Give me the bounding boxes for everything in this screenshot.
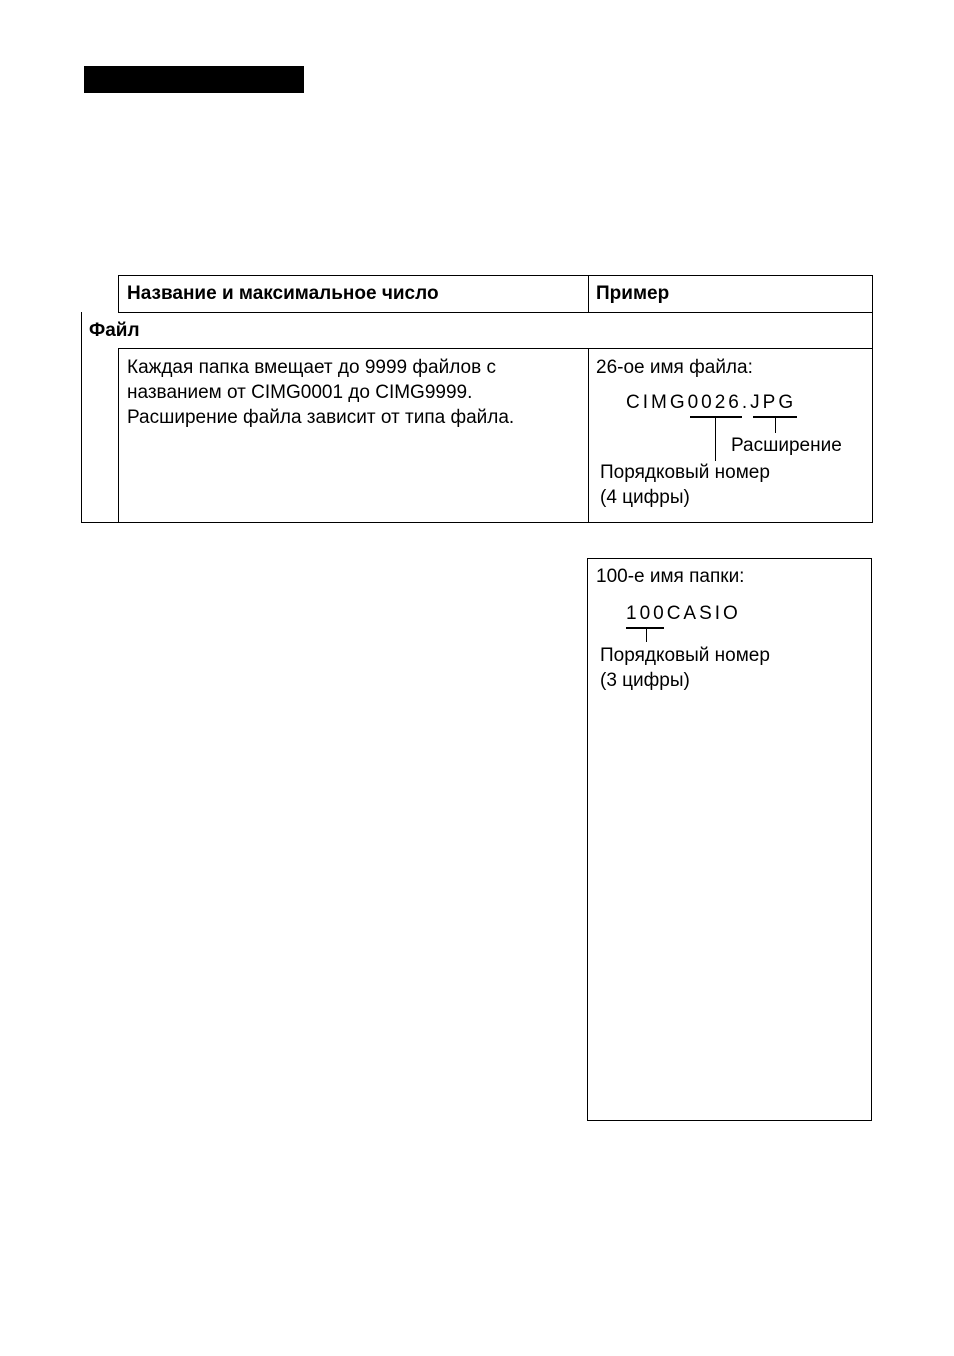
file-example-title: 26-ое имя файла: (596, 357, 753, 378)
section-label-file: Файл (89, 320, 140, 341)
file-name-example (626, 392, 796, 414)
filename-prefix: CIMG (626, 392, 688, 413)
description-line: Расширение файла зависит от типа файла. (127, 407, 515, 428)
description-line: Каждая папка вмещает до 9999 файлов с (127, 357, 496, 378)
folder-serial-bracket-stem (646, 628, 647, 642)
folder-example-title: 100-е имя папки: (596, 566, 745, 587)
folder-name-example (626, 603, 741, 625)
filename-extension: JPG (750, 392, 797, 413)
extension-bracket-stem (775, 417, 776, 433)
serial-bracket-stem (715, 417, 716, 461)
file-serial-label (600, 460, 770, 510)
folder-serial-label-line2: (3 цифры) (600, 670, 690, 691)
section-bottom-border (118, 348, 873, 349)
folder-serial-label-line1: Порядковый номер (600, 645, 770, 666)
folder-serial-label (600, 643, 770, 693)
body-left-border (118, 348, 119, 523)
folder-serial-bracket (626, 627, 664, 629)
file-naming-table (0, 0, 954, 530)
serial-label-line1: Порядковый номер (600, 462, 770, 483)
body-divider (588, 348, 589, 523)
filename-number: 0026 (687, 392, 742, 413)
file-description (127, 355, 514, 430)
header-example-column: Пример (596, 283, 670, 304)
header-name-column: Название и максимальное число (127, 283, 439, 304)
table-right-border (872, 312, 873, 523)
folder-suffix: CASIO (666, 603, 741, 624)
serial-bracket (690, 416, 742, 418)
table-bottom-border (81, 522, 873, 523)
section-left-border (81, 312, 82, 523)
description-line: названием от CIMG0001 до CIMG9999. (127, 382, 473, 403)
header-divider (588, 275, 589, 313)
filename-dot: . (741, 392, 751, 413)
folder-number: 100 (626, 603, 667, 624)
serial-label-line2: (4 цифры) (600, 487, 690, 508)
extension-label: Расширение (731, 435, 842, 456)
